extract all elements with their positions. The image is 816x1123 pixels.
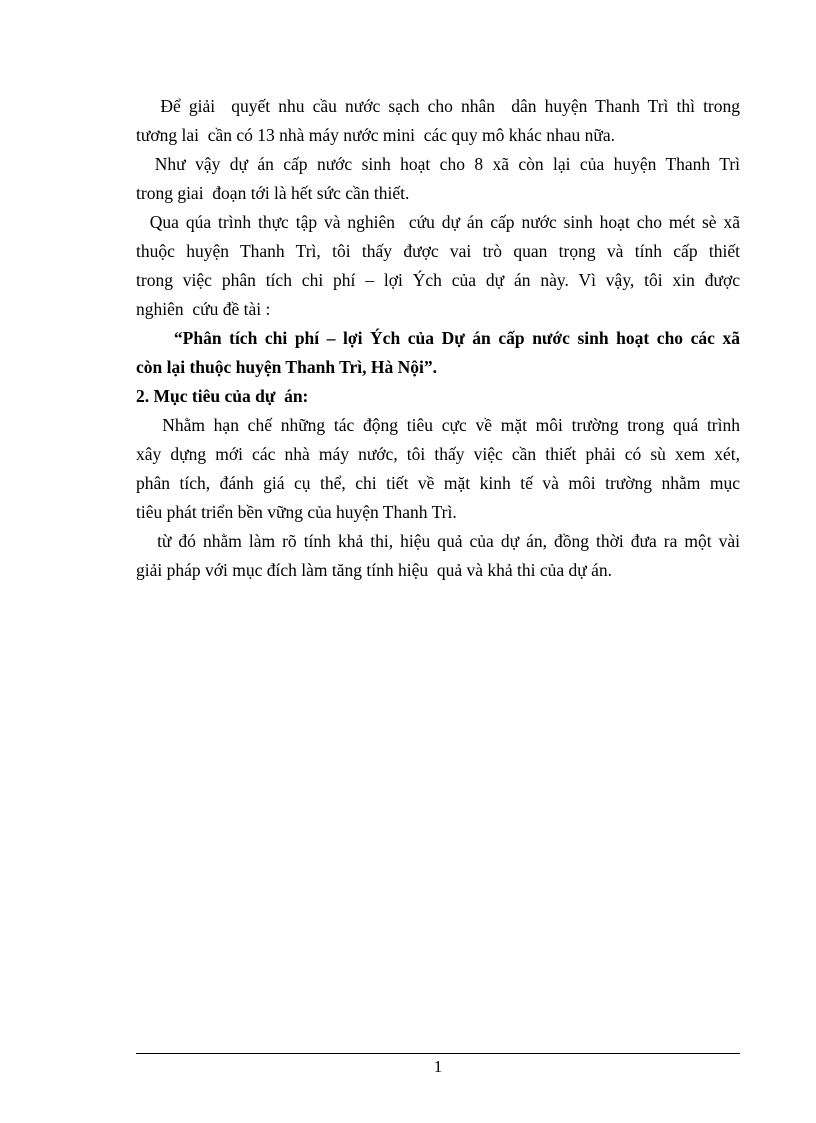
paragraph-2-line-2: trong giai đoạn tới là hết sức cần thiết. [136, 183, 410, 203]
objective-paragraph-1-line-4: tiêu phát triển bền vững của huyện Thanh Trì. [136, 502, 457, 522]
paragraph-3-line-4: nghiên cứu đề tài : [136, 299, 271, 319]
section-heading: 2. Mục tiêu của dự án: [136, 386, 309, 406]
objective-paragraph-2-line-1: từ đó nhằm làm rõ tính khả thi, hiệu quả của dự án, đồng thời đưa ra một vài [136, 531, 741, 551]
paragraph-1-line-1: Để giải quyết nhu cầu nước sạch cho nhân dân huyện Thanh Trì thì trong [136, 96, 741, 116]
thesis-title-line-2: còn lại thuộc huyện Thanh Trì, Hà Nội”. [136, 357, 437, 377]
thesis-title-line-1: “Phân tích chi phí – lợi Ých của Dự án cấp nước sinh hoạt cho các xã [136, 328, 740, 348]
objective-paragraph-1-line-3: phân tích, đánh giá cụ thể, chi tiết về mặt kinh tế và môi trường nhằm mục [136, 473, 740, 493]
paragraph-3-line-2: thuộc huyện Thanh Trì, tôi thấy được vai trò quan trọng và tính cấp thiết [136, 241, 740, 261]
page-number: 1 [433, 1057, 443, 1076]
paragraph-1-line-2: tương lai cần có 13 nhà máy nước mini các quy mô khác nhau nữa. [136, 125, 615, 145]
objective-paragraph-1-line-2: xây dựng mới các nhà máy nước, tôi thấy việc cần thiết phải có sù xem xét, [136, 444, 740, 464]
paragraph-3-line-1: Qua qúa trình thực tập và nghiên cứu dự án cấp nước sinh hoạt cho mét sè xã [136, 212, 740, 232]
objective-paragraph-2-line-2: giải pháp với mục đích làm tăng tính hiệu quả và khả thi của dự án. [136, 560, 613, 580]
paragraph-3-line-3: trong việc phân tích chi phí – lợi Ých của dự án này. Vì vậy, tôi xin được [136, 270, 740, 290]
paragraph-2-line-1: Như vậy dự án cấp nước sinh hoạt cho 8 xã còn lại của huyện Thanh Trì [136, 154, 741, 174]
footer-rule [136, 1053, 740, 1054]
objective-paragraph-1-line-1: Nhằm hạn chế những tác động tiêu cực về mặt môi trường trong quá trình [136, 415, 740, 435]
